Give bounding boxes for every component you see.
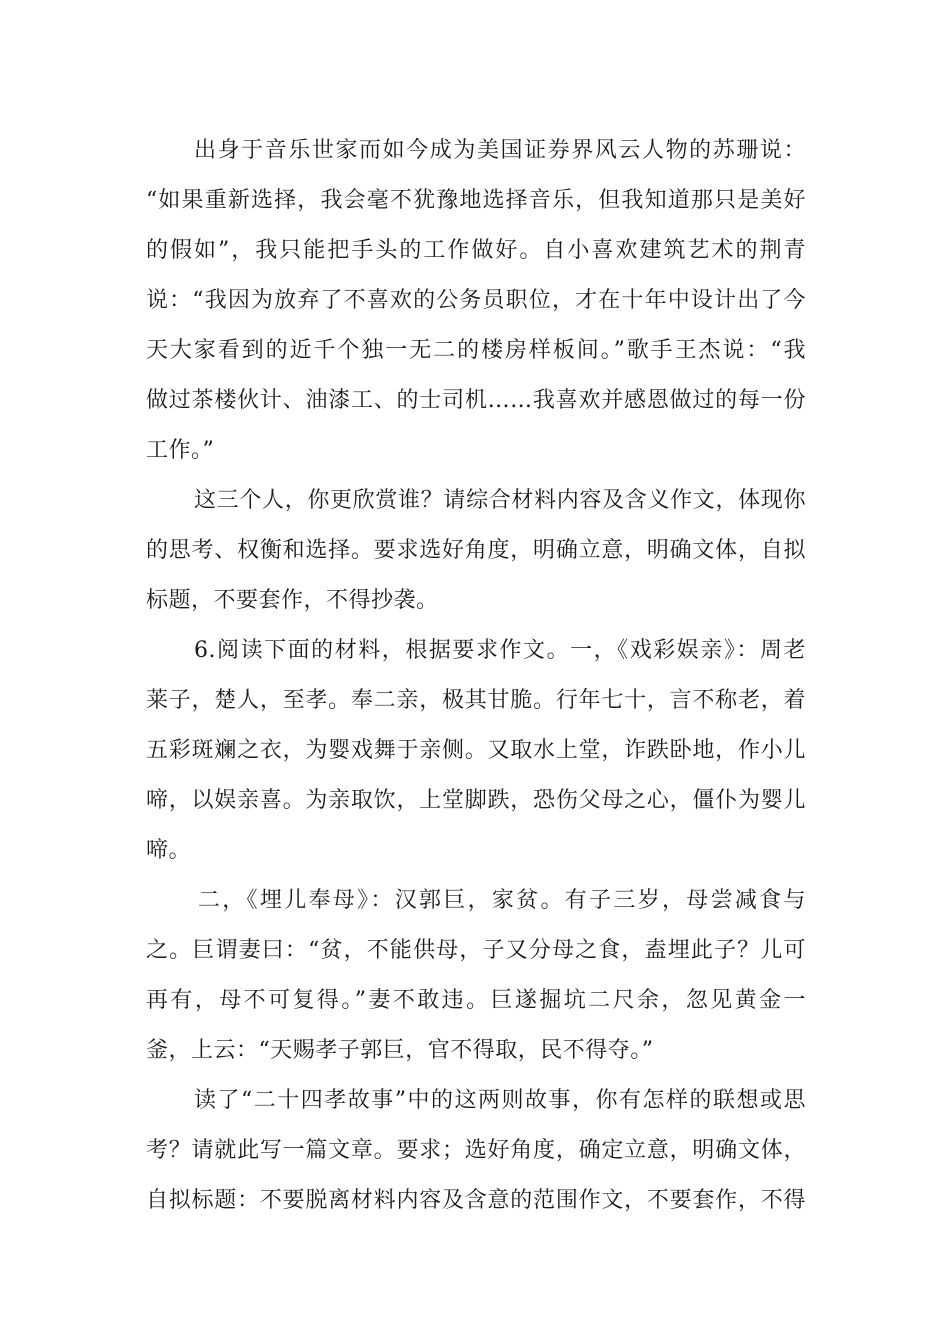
text-line: 自拟标题：不要脱离材料内容及含意的范围作文，不要套作，不得 bbox=[146, 1188, 806, 1213]
text-line: 考？请就此写一篇文章。要求；选好角度，确定立意，明确文体， bbox=[146, 1138, 806, 1163]
text-line: 标题，不要套作，不得抄袭。 bbox=[146, 588, 439, 613]
text-line: 这三个人，你更欣赏谁？请综合材料内容及含义作文，体现你 bbox=[194, 488, 806, 513]
text-line: 啼，以娱亲喜。为亲取饮，上堂脚跌，恐伤父母之心，僵仆为婴儿 bbox=[146, 788, 806, 813]
text-line: 天大家看到的近千个独一无二的楼房样板间。”歌手王杰说：“我 bbox=[146, 338, 806, 363]
text-line: 再有，母不可复得。”妻不敢违。巨遂掘坑二尺余，忽见黄金一 bbox=[146, 988, 806, 1013]
text-line: 读了“二十四孝故事”中的这两则故事，你有怎样的联想或思 bbox=[194, 1088, 806, 1113]
text-line: 啼。 bbox=[146, 838, 192, 863]
text-line: 莱子，楚人，至孝。奉二亲，极其甘脆。行年七十，言不称老，着 bbox=[146, 688, 806, 713]
text-line: 五彩斑斓之衣，为婴戏舞于亲侧。又取水上堂，诈跌卧地，作小儿 bbox=[146, 738, 806, 763]
text-line: 釜，上云：“天赐孝子郭巨，官不得取，民不得夺。” bbox=[146, 1038, 654, 1063]
text-line: 做过茶楼伙计、油漆工、的士司机……我喜欢并感恩做过的每一份 bbox=[146, 388, 806, 413]
text-line: 工作。” bbox=[146, 438, 215, 463]
document-body bbox=[146, 126, 806, 1226]
text-line: 之。巨谓妻曰：“贫，不能供母，子又分母之食，盍埋此子？儿可 bbox=[146, 938, 806, 963]
text-line: 6.阅读下面的材料，根据要求作文。一，《戏彩娱亲》：周老 bbox=[194, 638, 806, 663]
text-line: 的假如”，我只能把手头的工作做好。自小喜欢建筑艺术的荆青 bbox=[146, 238, 806, 263]
text-line: 出身于音乐世家而如今成为美国证券界风云人物的苏珊说： bbox=[194, 138, 806, 163]
text-line: “如果重新选择，我会毫不犹豫地选择音乐，但我知道那只是美好 bbox=[146, 188, 806, 213]
text-line: 的思考、权衡和选择。要求选好角度，明确立意，明确文体，自拟 bbox=[146, 538, 806, 563]
text-line: 说：“我因为放弃了不喜欢的公务员职位，才在十年中设计出了今 bbox=[146, 288, 806, 313]
text-line: 二，《埋儿奉母》：汉郭巨，家贫。有子三岁，母尝减食与 bbox=[198, 888, 806, 913]
